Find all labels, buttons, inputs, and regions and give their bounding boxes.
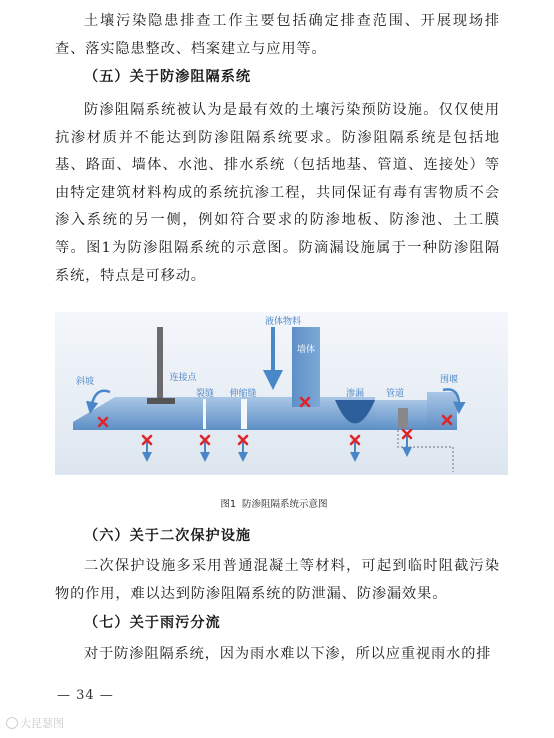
figure-caption-number: 图1 bbox=[220, 499, 237, 510]
paragraph-investigation: 土壤污染隐患排查工作主要包括确定排查范围、开展现场排查、落实隐患整改、档案建立与应用等。 bbox=[55, 13, 500, 57]
leak-label: 渗漏 bbox=[345, 389, 365, 399]
liquid-label: 液体物料 bbox=[264, 317, 302, 327]
joint-post bbox=[157, 327, 163, 402]
heading-section-6: （六）关于二次保护设施 bbox=[84, 528, 252, 544]
paragraph-secondary-protection: 二次保护设施多采用普通混凝土等材料，可起到临时阻截污染物的作用，难以达到防渗阻隔系统的防泄漏、防渗漏效果。 bbox=[55, 558, 500, 602]
watermark bbox=[6, 715, 64, 731]
weir-label: 围堰 bbox=[439, 375, 459, 385]
joint-plate bbox=[147, 398, 175, 404]
pipe-label: 管道 bbox=[385, 389, 405, 399]
slope-label: 斜坡 bbox=[75, 377, 95, 387]
heading-section-7: （七）关于雨污分流 bbox=[84, 615, 221, 631]
wall-column bbox=[292, 327, 320, 407]
figure-caption bbox=[0, 496, 554, 510]
wall-label: 墙体 bbox=[296, 345, 316, 355]
crack-gap bbox=[203, 399, 206, 429]
crack-label: 裂缝 bbox=[195, 389, 215, 399]
joint-label: 连接点 bbox=[169, 373, 197, 383]
page-number: — 34 — bbox=[57, 688, 114, 703]
barrier-system-diagram bbox=[55, 312, 508, 475]
watermark-text: 大昆瑟图 bbox=[20, 717, 64, 730]
expansion-label: 伸缩缝 bbox=[229, 389, 257, 399]
paragraph-barrier-system: 防渗阻隔系统被认为是最有效的土壤污染预防设施。仅仅使用抗渗材质并不能达到防渗阻隔系统要求。防渗阻隔系统是包括地基、路面、墙体、水池、排水系统（包括地基、管道、连接处）等由特定建筑材料构成的系统抗渗工程，共同保证有毒有害物质不会渗入系统的另一侧，例如符合要求的防渗地板、防渗池、土工膜等。图1为防渗阻隔系统的示意图。防滴漏设施属于一种防渗阻隔系统，特点是可移动。 bbox=[55, 102, 500, 284]
heading-section-5: （五）关于防渗阻隔系统 bbox=[84, 69, 252, 85]
paragraph-stormwater: 对于防渗阻隔系统，因为雨水难以下渗，所以应重视雨水的排 bbox=[84, 646, 492, 662]
pipe-stub bbox=[398, 408, 408, 428]
expansion-gap bbox=[241, 399, 247, 429]
watermark-logo-icon bbox=[6, 717, 18, 729]
figure-caption-text: 防渗阻隔系统示意图 bbox=[242, 499, 328, 510]
